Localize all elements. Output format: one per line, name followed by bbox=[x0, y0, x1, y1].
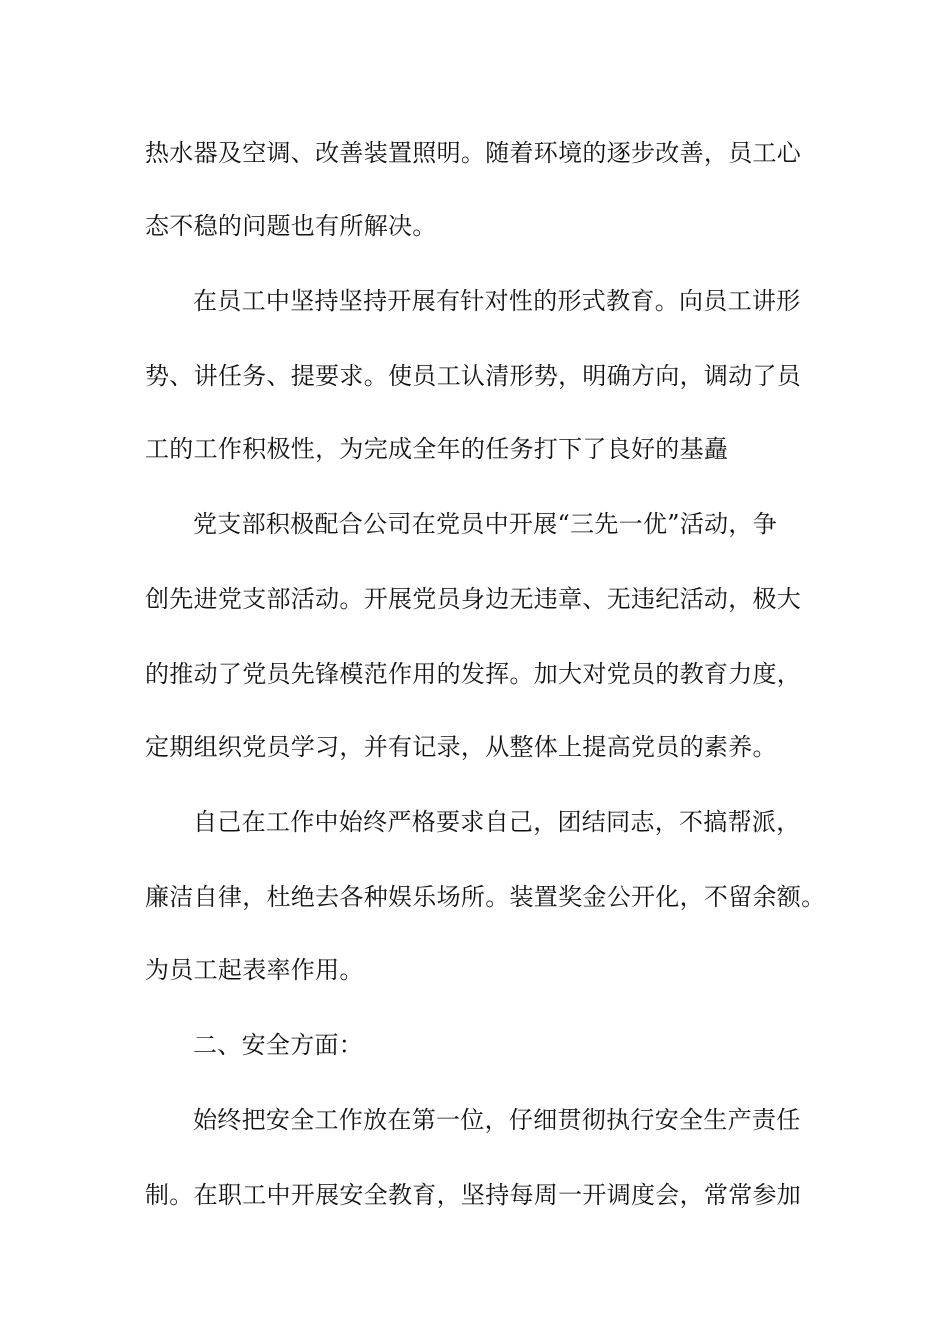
text-line: 制。在职工中开展安全教育，坚持每周一开调度会，常常参加 bbox=[145, 1181, 802, 1209]
section-heading: 二、安全方面： bbox=[193, 1031, 364, 1059]
text-line: 的推动了党员先锋模范作用的发挥。加大对党员的教育力度， bbox=[145, 660, 802, 688]
text-line: 热水器及空调、改善装置照明。随着环境的逐步改善，员工心 bbox=[145, 139, 802, 167]
text-line: 态不稳的问题也有所解决。 bbox=[145, 212, 437, 240]
paragraph-start-line: 始终把安全工作放在第一位，仔细贯彻执行安全生产责任 bbox=[193, 1106, 801, 1134]
text-line: 为员工起表率作用。 bbox=[145, 956, 364, 984]
text-line: 创先进党支部活动。开展党员身边无违章、无违纪活动，极大 bbox=[145, 585, 802, 613]
text-line: 定期组织党员学习，并有记录，从整体上提高党员的素养。 bbox=[145, 733, 777, 761]
text-line: 势、讲任务、提要求。使员工认清形势，明确方向，调动了员 bbox=[145, 362, 802, 390]
paragraph-start-line: 自己在工作中始终严格要求自己，团结同志，不搞帮派， bbox=[193, 808, 801, 836]
paragraph-start-line: 在员工中坚持坚持开展有针对性的形式教育。向员工讲形 bbox=[193, 287, 801, 315]
text-line: 工的工作积极性，为完成全年的任务打下了良好的基矗 bbox=[145, 435, 729, 463]
paragraph-start-line: 党支部积极配合公司在党员中开展“三先一优”活动，争 bbox=[193, 510, 778, 538]
text-line: 廉洁自律，杜绝去各种娱乐场所。装置奖金公开化，不留余额。 bbox=[145, 883, 826, 911]
